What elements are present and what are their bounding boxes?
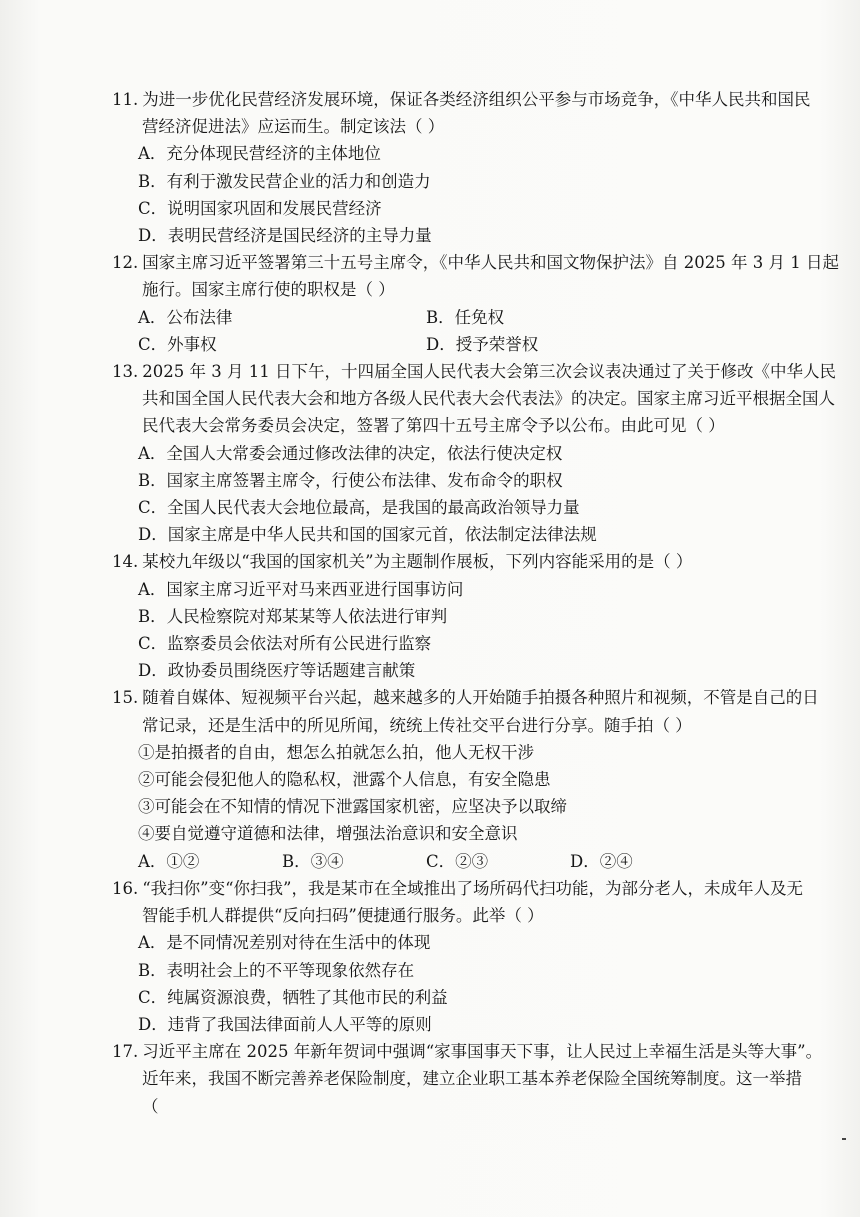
question-13-stem-line-2: 共和国全国人民代表大会和地方各级人民代表大会代表法》的决定。国家主席习近平根据全国人	[142, 389, 835, 409]
question-11-option-c: C．说明国家巩固和发展民营经济	[138, 198, 382, 218]
question-15-stem-line-1: 15. 随着自媒体、短视频平台兴起，越来越多的人开始随手拍摄各种照片和视频，不管是自己的日	[112, 688, 819, 708]
question-13-number: 13.	[112, 362, 139, 382]
question-13-option-c: C．全国人民代表大会地位最高，是我国的最高政治领导力量	[138, 498, 580, 518]
question-16-option-a: A．是不同情况差别对待在生活中的体现	[138, 933, 431, 953]
question-11-option-d: D．表明民营经济是国民经济的主导力量	[138, 226, 432, 246]
question-11-number: 11.	[112, 90, 139, 109]
question-13-option-a: A．全国人大常委会通过修改法律的决定，依法行使决定权	[138, 443, 563, 463]
question-16-stem-line-1: 16. “我扫你”变“你扫我”，我是某市在全域推出了场所码代扫功能，为部分老人，未成年人及无	[112, 878, 803, 898]
question-15-statement-4: ④要自觉遵守道德和法律，增强法治意识和安全意识	[138, 824, 518, 844]
question-12-options-row-1	[112, 304, 842, 331]
question-11-stem-line-2: 营经济促进法》应运而生。制定该法（ ）	[142, 117, 445, 137]
question-15-statement-1: ①是拍摄者的自由，想怎么拍就怎么拍，他人无权干涉	[138, 742, 534, 762]
question-13-option-d: D．国家主席是中华人民共和国的国家元首，依法制定法律法规	[138, 525, 597, 545]
question-12-option-b: B．任免权	[426, 307, 505, 327]
question-16-option-c: C．纯属资源浪费，牺牲了其他市民的利益	[138, 987, 448, 1007]
question-14-option-a: A．国家主席习近平对马来西亚进行国事访问	[138, 579, 464, 599]
question-17-number: 17.	[112, 1042, 139, 1062]
question-15-stem-line-2: 常记录，还是生活中的所见所闻，统统上传社交平台进行分享。随手拍（ ）	[142, 715, 692, 735]
question-list	[112, 86, 842, 1120]
question-14-number: 14.	[112, 552, 139, 572]
question-14-stem-line-1: 14. 某校九年级以“我国的国家机关”为主题制作展板，下列内容能采用的是（ ）	[112, 552, 693, 572]
question-11	[112, 86, 842, 249]
question-12-option-c: C．外事权	[138, 334, 217, 354]
question-14-option-c: C．监察委员会依法对所有公民进行监察	[138, 634, 432, 654]
question-12-number: 12.	[112, 253, 139, 273]
question-16-option-b: B．表明社会上的不平等现象依然存在	[138, 960, 415, 980]
question-15-number: 15.	[112, 688, 139, 708]
question-12-stem-line-1: 12. 国家主席习近平签署第三十五号主席令，《中华人民共和国文物保护法》自 2025 年 3 月 1 日起	[112, 253, 839, 273]
question-15-option-c: C．②③	[426, 851, 489, 871]
question-12	[112, 249, 842, 358]
question-15-options-row	[112, 848, 842, 875]
question-14	[112, 548, 842, 684]
question-15	[112, 684, 842, 874]
question-11-option-a: A．充分体现民营经济的主体地位	[138, 144, 381, 164]
question-17-stem-line-1: 17. 习近平主席在 2025 年新年贺词中强调“家事国事天下事，让人民过上幸福生活是头等大事”。	[112, 1042, 823, 1062]
question-17-stem-line-3: （	[142, 1096, 159, 1116]
question-12-option-a: A．公布法律	[138, 307, 233, 327]
question-13-stem-line-1: 13. 2025 年 3 月 11 日下午，十四届全国人民代表大会第三次会议表决通过了关于修改《中华人民	[112, 362, 836, 382]
question-15-option-a: A．①②	[138, 851, 200, 871]
scan-speck	[842, 1138, 846, 1140]
question-14-option-b: B．人民检察院对郑某某等人依法进行审判	[138, 606, 448, 626]
question-16-number: 16.	[112, 878, 139, 898]
question-17	[112, 1038, 842, 1120]
question-13-option-b: B．国家主席签署主席令，行使公布法律、发布命令的职权	[138, 470, 563, 490]
question-15-statement-2: ②可能会侵犯他人的隐私权，泄露个人信息，有安全隐患	[138, 770, 551, 790]
question-12-option-d: D．授予荣誉权	[426, 334, 539, 354]
question-12-options-row-2	[112, 331, 842, 358]
question-11-option-b: B．有利于激发民营企业的活力和创造力	[138, 171, 431, 191]
question-16-stem-line-2: 智能手机人群提供“反向扫码”便捷通行服务。此举（ ）	[142, 906, 544, 926]
question-14-option-d: D．政协委员围绕医疗等话题建言献策	[138, 661, 416, 681]
question-11-stem-line-1: 11. 为进一步优化民营经济发展环境，保证各类经济组织公平参与市场竞争，《中华人民共和国民	[112, 90, 811, 109]
question-17-stem-line-2: 近年来，我国不断完善养老保险制度，建立企业职工基本养老保险全国统筹制度。这一举措	[142, 1069, 802, 1089]
question-13-stem-line-3: 民代表大会常务委员会决定，签署了第四十五号主席令予以公布。由此可见（ ）	[142, 416, 725, 436]
question-16-option-d: D．违背了我国法律面前人人平等的原则	[138, 1014, 432, 1034]
question-15-option-b: B．③④	[282, 851, 344, 871]
question-15-statement-3: ③可能会在不知情的情况下泄露国家机密，应坚决予以取缔	[138, 797, 567, 817]
question-15-option-d: D．②④	[570, 851, 633, 871]
question-12-stem-line-2: 施行。国家主席行使的职权是（ ）	[142, 280, 395, 300]
question-16	[112, 875, 842, 1038]
question-13	[112, 358, 842, 548]
